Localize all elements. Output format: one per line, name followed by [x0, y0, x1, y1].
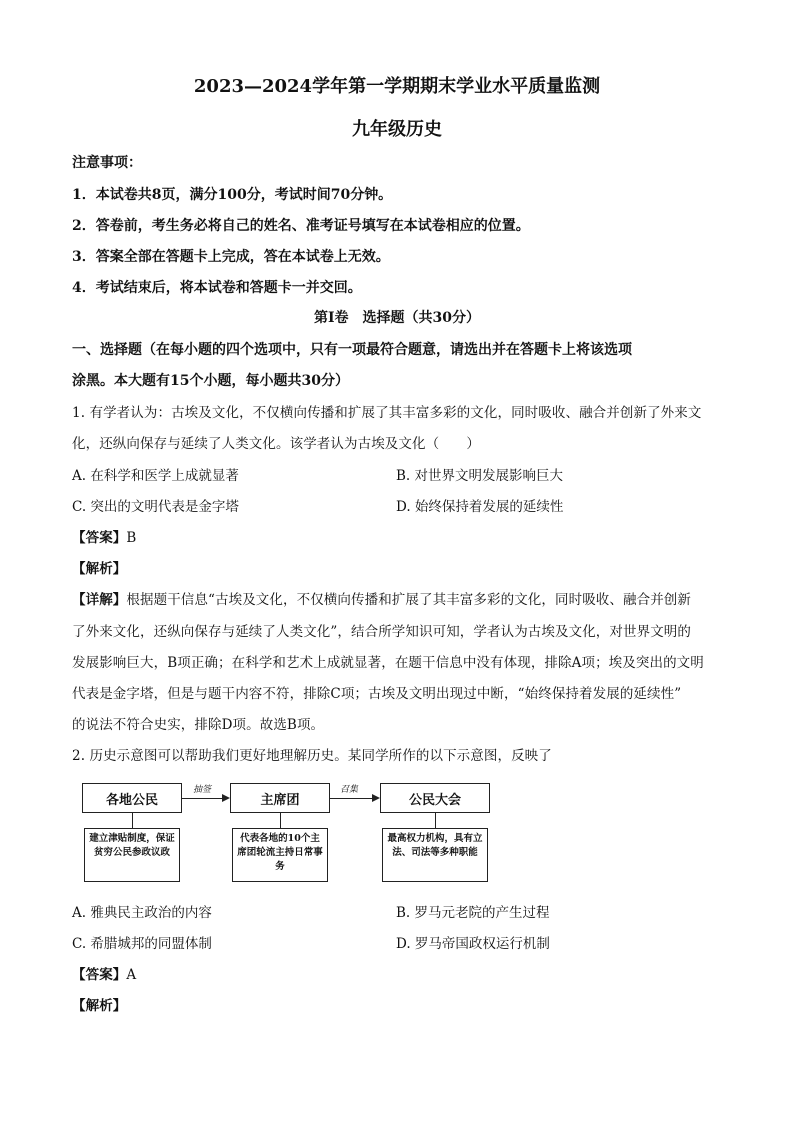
- diagram-box-citizens: 各地公民: [82, 783, 182, 813]
- answer-tag: 【答案】: [72, 967, 127, 983]
- q2-stem: 2. 历史示意图可以帮助我们更好地理解历史。某同学所作的以下示意图，反映了: [72, 748, 552, 764]
- diagram-box-presidium: 主席团: [230, 783, 330, 813]
- q2-option-b: B. 罗马元老院的产生过程: [396, 905, 550, 921]
- q1-option-b: B. 对世界文明发展影响巨大: [396, 468, 564, 484]
- arrow-right-icon: [182, 798, 228, 799]
- connector-line: [435, 813, 436, 828]
- q2-option-c: C. 希腊城邦的同盟体制: [72, 936, 212, 952]
- q2-answer-value: A: [126, 967, 137, 983]
- q1-detail-line: 发展影响巨大，B项正确；在科学和艺术上成就显著，在题干信息中没有体现，排除A项；埃及突出的文明: [72, 655, 704, 671]
- q1-option-d: D. 始终保持着发展的延续性: [396, 499, 564, 515]
- q2-analysis-tag: 【解析】: [72, 998, 127, 1014]
- detail-tag: 【详解】: [72, 592, 127, 608]
- q1-stem-line1: 1. 有学者认为：古埃及文化，不仅横向传播和扩展了其丰富多彩的文化，同时吸收、融合并创新了外来文: [72, 405, 702, 421]
- diagram-note-assembly: 最高权力机构，具有立法、司法等多种职能: [382, 828, 488, 882]
- q2-option-a: A. 雅典民主政治的内容: [72, 905, 212, 921]
- answer-tag: 【答案】: [72, 530, 127, 546]
- section-title: 第Ⅰ卷 选择题（共30分）: [313, 310, 481, 326]
- q1-detail-line: 代表是金字塔，但是与题干内容不符，排除C项；古埃及文明出现过中断，“始终保持着发展的延续性”: [72, 686, 682, 702]
- section-instruction-line2: 涂黑。本大题有15个小题，每小题共30分）: [72, 373, 349, 389]
- exam-subtitle: 九年级历史: [352, 119, 442, 140]
- exam-title: 2023—2024学年第一学期期末学业水平质量监测: [193, 76, 601, 97]
- q1-detail-line: 了外来文化，还纵向保存与延续了人类文化”，结合所学知识可知，学者认为古埃及文化，对世界文明的: [72, 624, 691, 640]
- q2-answer-row: [72, 963, 136, 983]
- q2-option-d: D. 罗马帝国政权运行机制: [396, 936, 550, 952]
- arrow-label-convene: 召集: [340, 785, 359, 795]
- section-instruction-line1: 一、选择题（在每小题的四个选项中，只有一项最符合题意，请选出并在答题卡上将该选项: [72, 342, 632, 358]
- arrow-label-lottery: 抽签: [193, 785, 212, 795]
- connector-line: [132, 813, 133, 828]
- notice-item: 4．考试结束后，将本试卷和答题卡一并交回。: [72, 280, 362, 296]
- athens-democracy-diagram: [72, 774, 492, 886]
- q1-answer-row: [72, 526, 136, 546]
- notice-item: 2．答卷前，考生务必将自己的姓名、准考证号填写在本试卷相应的位置。: [72, 218, 530, 234]
- q1-answer-value: B: [126, 530, 137, 546]
- notice-item: 1．本试卷共8页，满分100分，考试时间70分钟。: [72, 187, 393, 203]
- notice-item: 3．答案全部在答题卡上完成，答在本试卷上无效。: [72, 249, 390, 265]
- arrow-right-icon: [330, 798, 378, 799]
- q1-stem-line2: 化，还纵向保存与延续了人类文化。该学者认为古埃及文化（ ）: [72, 436, 480, 452]
- diagram-note-presidium: 代表各地的10个主席团轮流主持日常事务: [232, 828, 328, 882]
- diagram-box-assembly: 公民大会: [380, 783, 490, 813]
- q1-detail-line: [72, 588, 691, 608]
- q1-analysis-tag: 【解析】: [72, 561, 127, 577]
- q1-option-c: C. 突出的文明代表是金字塔: [72, 499, 239, 515]
- connector-line: [280, 813, 281, 828]
- diagram-note-allowance: 建立津贴制度，保证贫穷公民参政议政: [84, 828, 180, 882]
- q1-detail-line: 的说法不符合史实，排除D项。故选B项。: [72, 717, 325, 733]
- notice-heading: 注意事项：: [72, 155, 142, 171]
- q1-detail-text: 根据题干信息“古埃及文化，不仅横向传播和扩展了其丰富多彩的文化，同时吸收、融合并创新: [126, 592, 692, 608]
- q1-option-a: A. 在科学和医学上成就显著: [72, 468, 239, 484]
